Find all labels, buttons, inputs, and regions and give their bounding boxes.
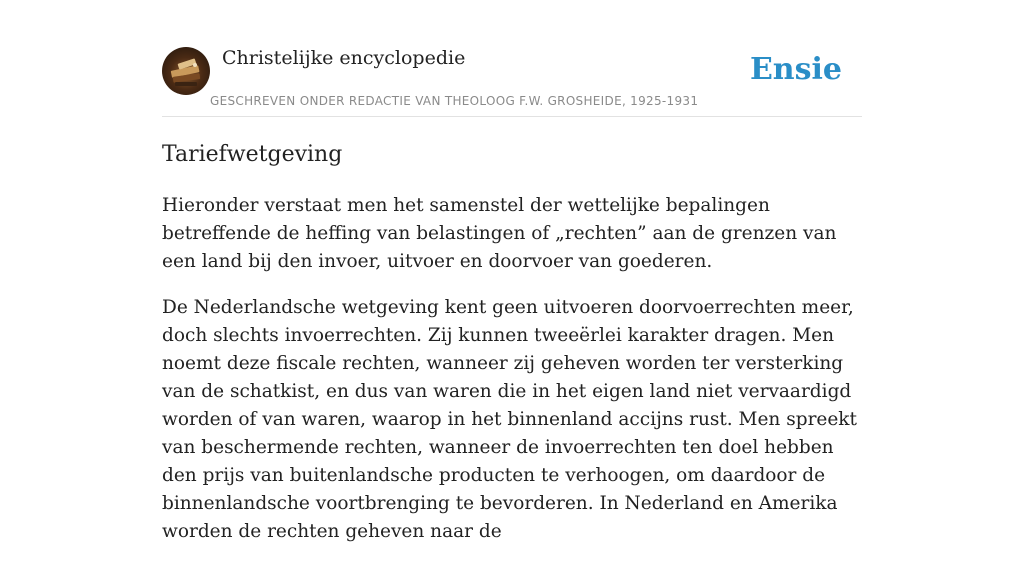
book-stack-icon: [162, 47, 210, 95]
article-title: Tariefwetgeving: [162, 142, 343, 167]
brand-logo[interactable]: Ensie: [749, 52, 842, 87]
publication-title[interactable]: Christelijke encyclopedie: [222, 47, 466, 69]
article-paragraph: Hieronder verstaat men het samenstel der wettelijke bepalingen betreffende de heffing van belastingen of „rechten” aan de grenzen van een land bij den invoer, uitvoer en doorvoer van goederen.: [162, 195, 837, 272]
publication-avatar[interactable]: [162, 47, 210, 95]
site-header: [162, 46, 862, 117]
article-paragraph: De Nederlandsche wetgeving kent geen uitvoeren doorvoerrechten meer, doch slechts invoerrechten. Zij kunnen tweeërlei karakter dragen. Men noemt deze fiscale rechten, wanneer zij geheven worden ter versterking van de schatkist, en dus van waren die in het eigen land niet vervaardigd worden of van waren, waarop in het binnenland accijns rust. Men spreekt van beschermende rechten, wanneer de invoerrechten ten doel hebben den prijs van buitenlandsche producten te verhoogen, om daardoor de binnenlandsche voortbrenging te bevorderen. In Nederland en Amerika worden de rechten geheven naar de: [162, 297, 857, 542]
publication-subtitle: GESCHREVEN ONDER REDACTIE VAN THEOLOOG F.W. GROSHEIDE, 1925-1931: [210, 94, 699, 108]
article-body: [162, 192, 862, 564]
